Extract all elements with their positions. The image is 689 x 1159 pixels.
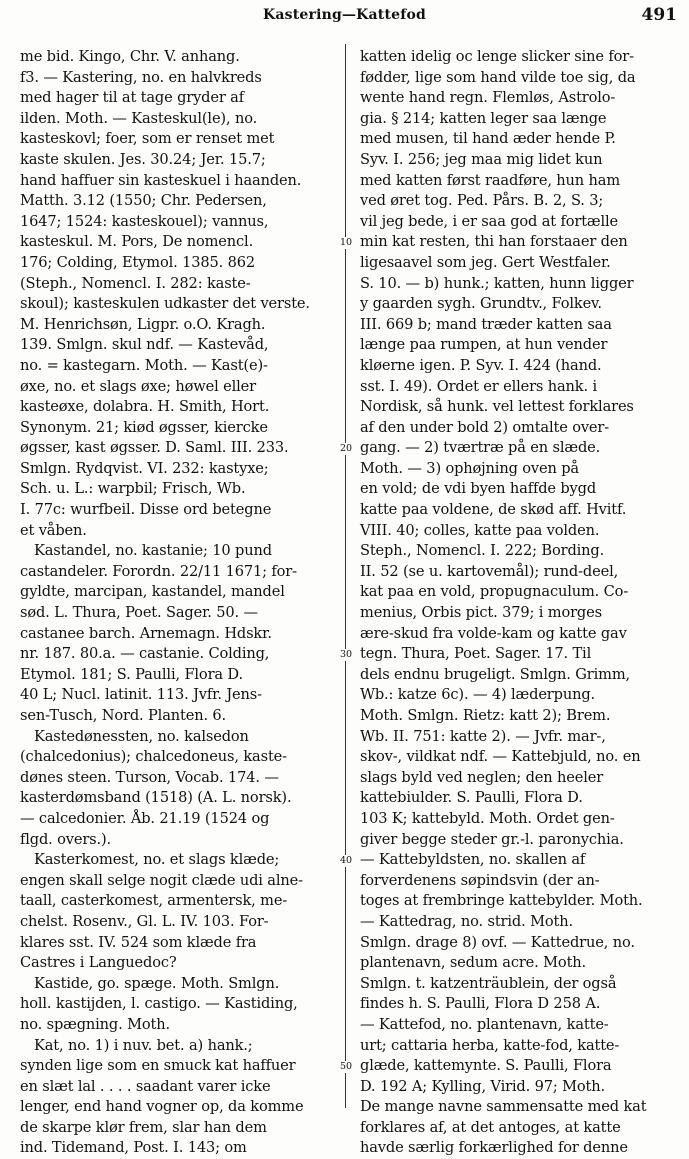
text-line: et våben.: [20, 521, 87, 539]
text-line: I. 77c: wurfbeil. Disse ord betegne: [20, 501, 272, 519]
text-line: Sch. u. L.: warpbil; Frisch, Wb.: [20, 480, 246, 498]
text-line: nr. 187. 80.a. — castanie. Colding,: [20, 645, 270, 663]
text-line: D. 192 A; Kylling, Virid. 97; Moth.: [360, 1077, 606, 1095]
text-line: synden lige som en smuck kat haffuer: [20, 1057, 296, 1075]
text-line: dels endnu brugeligt. Smlgn. Grimm,: [360, 665, 630, 683]
text-line: M. Henrichsøn, Ligpr. o.O. Kragh.: [20, 315, 266, 333]
running-header: [0, 0, 689, 30]
text-line: Smlgn. Rydqvist. VI. 232: kastyxe;: [20, 459, 269, 477]
text-line: vil jeg bede, i er saa god at fortælle: [360, 212, 619, 230]
text-line: sen-Tusch, Nord. Planten. 6.: [20, 707, 227, 724]
text-line: ligesaavel som jeg. Gert Westfaler.: [360, 253, 611, 271]
header-title: Kastering—Kattefod: [263, 7, 426, 23]
text-line: ilden. Moth. — Kasteskul(le), no.: [20, 109, 258, 127]
line-number: 30: [340, 649, 360, 661]
line-number: 50: [340, 1061, 360, 1073]
text-line: Nordisk, så hunk. vel lettest forklares: [360, 398, 634, 416]
text-line: forverdenens søpindsvin (der an-: [360, 871, 600, 889]
text-line: øgsser, kast øgsser. D. Saml. III. 233.: [20, 439, 289, 457]
text-line: øxe, no. et slags øxe; høwel eller: [20, 377, 256, 395]
text-line: menius, Orbis pict. 379; i morges: [360, 604, 602, 622]
text-line: (chalcedonius); chalcedoneus, kaste-: [20, 748, 287, 766]
text-line: med hager til at tage gryder af: [20, 89, 244, 107]
text-line: kasteskul. M. Pors, De nomencl.: [20, 233, 254, 251]
text-line: Matth. 3.12 (1550; Chr. Pedersen,: [20, 192, 267, 210]
text-line: kasterdømsband (1518) (A. L. norsk).: [20, 789, 292, 807]
text-line: dønes steen. Turson, Vocab. 174. —: [20, 768, 279, 786]
text-line: (Steph., Nomencl. I. 282: kaste-: [20, 274, 251, 292]
text-line: Kasterkomest, no. et slags klæde;: [34, 851, 280, 869]
text-line: Kastide, go. spæge. Moth. Smlgn.: [34, 974, 280, 992]
text-line: slags byld ved neglen; den heeler: [360, 768, 604, 786]
text-line: glæde, kattemynte. S. Paulli, Flora: [360, 1057, 612, 1075]
text-line: f3. — Kastering, no. en halvkreds: [20, 68, 262, 86]
page-number: 491: [641, 5, 677, 25]
text-line: kaste skulen. Jes. 30.24; Jer. 15.7;: [20, 150, 266, 168]
text-line: plantenavn, sedum acre. Moth.: [360, 954, 587, 972]
text-line: 139. Smlgn. skul ndf. — Kastevåd,: [20, 336, 269, 354]
text-line: findes h. S. Paulli, Flora D 258 A.: [360, 995, 601, 1013]
text-line: Smlgn. t. katzenträublein, der også: [360, 974, 617, 992]
text-line: kasteøxe, dolabra. H. Smith, Hort.: [20, 398, 270, 416]
text-line: en vold; de vdi byen haffde bygd: [360, 480, 597, 498]
text-line: hand haffuer sin kasteskuel i haanden.: [20, 171, 302, 189]
text-line: skov-, vildkat ndf. — Kattebjuld, no. en: [360, 748, 641, 766]
left-column: [20, 47, 336, 1157]
text-line: katte paa voldene, de skød aff. Hvitf.: [360, 501, 627, 519]
text-line: gyldte, marcipan, kastandel, mandel: [20, 583, 285, 601]
text-line: Smlgn. drage 8) ovf. — Kattedrue, no.: [360, 933, 635, 951]
text-line: flgd. overs.).: [20, 830, 112, 848]
text-line: af den under bold 2) omtalte over-: [360, 418, 610, 436]
text-line: klares sst. IV. 524 som klæde fra: [20, 933, 257, 951]
text-line: S. 10. — b) hunk.; katten, hunn ligger: [360, 274, 634, 292]
text-line: gia. § 214; katten leger saa længe: [360, 109, 607, 127]
text-line: — Kattebyldsten, no. skallen af: [360, 851, 586, 869]
text-line: kattebiulder. S. Paulli, Flora D.: [360, 789, 583, 807]
text-line: VIII. 40; colles, katte paa volden.: [360, 521, 600, 539]
text-line: Wb.: katze 6c). — 4) læderpung.: [360, 686, 595, 704]
text-line: — Kattefod, no. plantenavn, katte-: [360, 1015, 609, 1033]
text-line: Steph., Nomencl. I. 222; Bording.: [360, 542, 605, 560]
text-line: skoul); kasteskulen udkaster det verste.: [20, 295, 310, 313]
line-number: 10: [340, 237, 360, 249]
text-line: gang. — 2) tværtræ på en slæde.: [360, 439, 601, 457]
column-divider: [345, 44, 346, 1108]
text-line: Moth. Smlgn. Rietz: katt 2); Brem.: [360, 707, 611, 724]
text-line: ind. Tidemand, Post. I. 143; om: [20, 1139, 247, 1157]
line-number: 40: [340, 855, 360, 867]
text-line: giver begge steder gr.-l. paronychia.: [360, 830, 624, 848]
text-line: engen skall selge nogit clæde udi alne-: [20, 871, 303, 889]
text-line: Syv. I. 256; jeg maa mig lidet kun: [360, 150, 603, 168]
text-line: urt; cattaria herba, katte-fod, katte-: [360, 1036, 620, 1054]
text-line: tegn. Thura, Poet. Sager. 17. Til: [360, 645, 592, 663]
text-line: De mange navne sammensatte med kat: [360, 1098, 647, 1116]
text-line: toges at frembringe kattebylder. Moth.: [360, 892, 643, 910]
text-line: forklares af, at det antoges, at katte: [360, 1118, 621, 1136]
text-line: min kat resten, thi han forstaaer den: [360, 233, 628, 251]
text-line: kasteskovl; foer, som er renset met: [20, 130, 275, 148]
text-line: III. 669 b; mand træder katten saa: [360, 315, 612, 333]
text-line: Kat, no. 1) i nuv. bet. a) hank.;: [34, 1036, 253, 1054]
text-line: no. = kastegarn. Moth. — Kast(e)-: [20, 356, 268, 374]
text-line: castandeler. Forordn. 22/11 1671; for-: [20, 562, 297, 580]
text-line: Moth. — 3) ophøjning oven på: [360, 459, 579, 477]
text-line: Synonym. 21; kiød øgsser, kiercke: [20, 418, 268, 436]
text-line: — calcedonier. Åb. 21.19 (1524 og: [20, 809, 270, 827]
right-column: [360, 47, 678, 1157]
text-line: wente hand regn. Flemløs, Astrolo-: [360, 89, 616, 107]
text-line: sød. L. Thura, Poet. Sager. 50. —: [20, 604, 258, 622]
text-line: taall, casterkomest, armentersk, me-: [20, 892, 288, 910]
text-line: lenger, end hand vogner op, da komme: [20, 1098, 304, 1116]
text-line: katten idelig oc lenge slicker sine for-: [360, 48, 634, 65]
text-line: — Kattedrag, no. strid. Moth.: [360, 912, 573, 930]
text-line: kløerne igen. P. Syv. I. 424 (hand.: [360, 356, 602, 374]
text-line: Etymol. 181; S. Paulli, Flora D.: [20, 665, 243, 683]
text-line: sst. I. 49). Ordet er ellers hank. i: [360, 377, 597, 395]
text-line: II. 52 (se u. kartovemål); rund-deel,: [360, 562, 619, 580]
text-line: me bid. Kingo, Chr. V. anhang.: [20, 48, 240, 65]
text-line: kat paa en vold, propugnaculum. Co-: [360, 583, 629, 601]
line-number: 20: [340, 443, 360, 455]
text-line: en slæt lal . . . . saadant varer icke: [20, 1077, 271, 1095]
text-line: ære-skud fra volde-kam og katte gav: [360, 624, 627, 642]
text-line: 176; Colding, Etymol. 1385. 862: [20, 253, 256, 271]
text-line: Kastandel, no. kastanie; 10 pund: [34, 542, 272, 560]
text-line: ved øret tog. Ped. Pårs. B. 2, S. 3;: [360, 192, 604, 210]
text-line: y gaarden sygh. Grundtv., Folkev.: [360, 295, 602, 313]
text-line: med musen, til hand æder hende P.: [360, 130, 616, 148]
text-line: Kastedønessten, no. kalsedon: [34, 727, 249, 745]
text-line: de skarpe klør frem, slar han dem: [20, 1118, 267, 1136]
text-line: havde særlig forkærlighed for denne: [360, 1139, 628, 1157]
text-line: holl. kastijden, l. castigo. — Kastiding,: [20, 995, 298, 1013]
text-line: castanee barch. Arnemagn. Hdskr.: [20, 624, 272, 642]
text-line: Wb. II. 751: katte 2). — Jvfr. mar-,: [360, 727, 606, 745]
text-line: chelst. Rosenv., Gl. L. IV. 103. For-: [20, 912, 269, 930]
text-line: 40 L; Nucl. latinit. 113. Jvfr. Jens-: [20, 686, 262, 704]
text-line: 103 K; kattebyld. Moth. Ordet gen-: [360, 809, 615, 827]
text-line: 1647; 1524: kasteskouel); vannus,: [20, 212, 269, 230]
text-line: fødder, lige som hand vilde toe sig, da: [360, 68, 636, 86]
text-line: med katten først raadføre, hun ham: [360, 171, 621, 189]
text-line: længe paa rumpen, at hun vender: [360, 336, 608, 354]
text-line: no. spægning. Moth.: [20, 1015, 170, 1033]
text-line: Castres i Languedoc?: [20, 954, 177, 972]
